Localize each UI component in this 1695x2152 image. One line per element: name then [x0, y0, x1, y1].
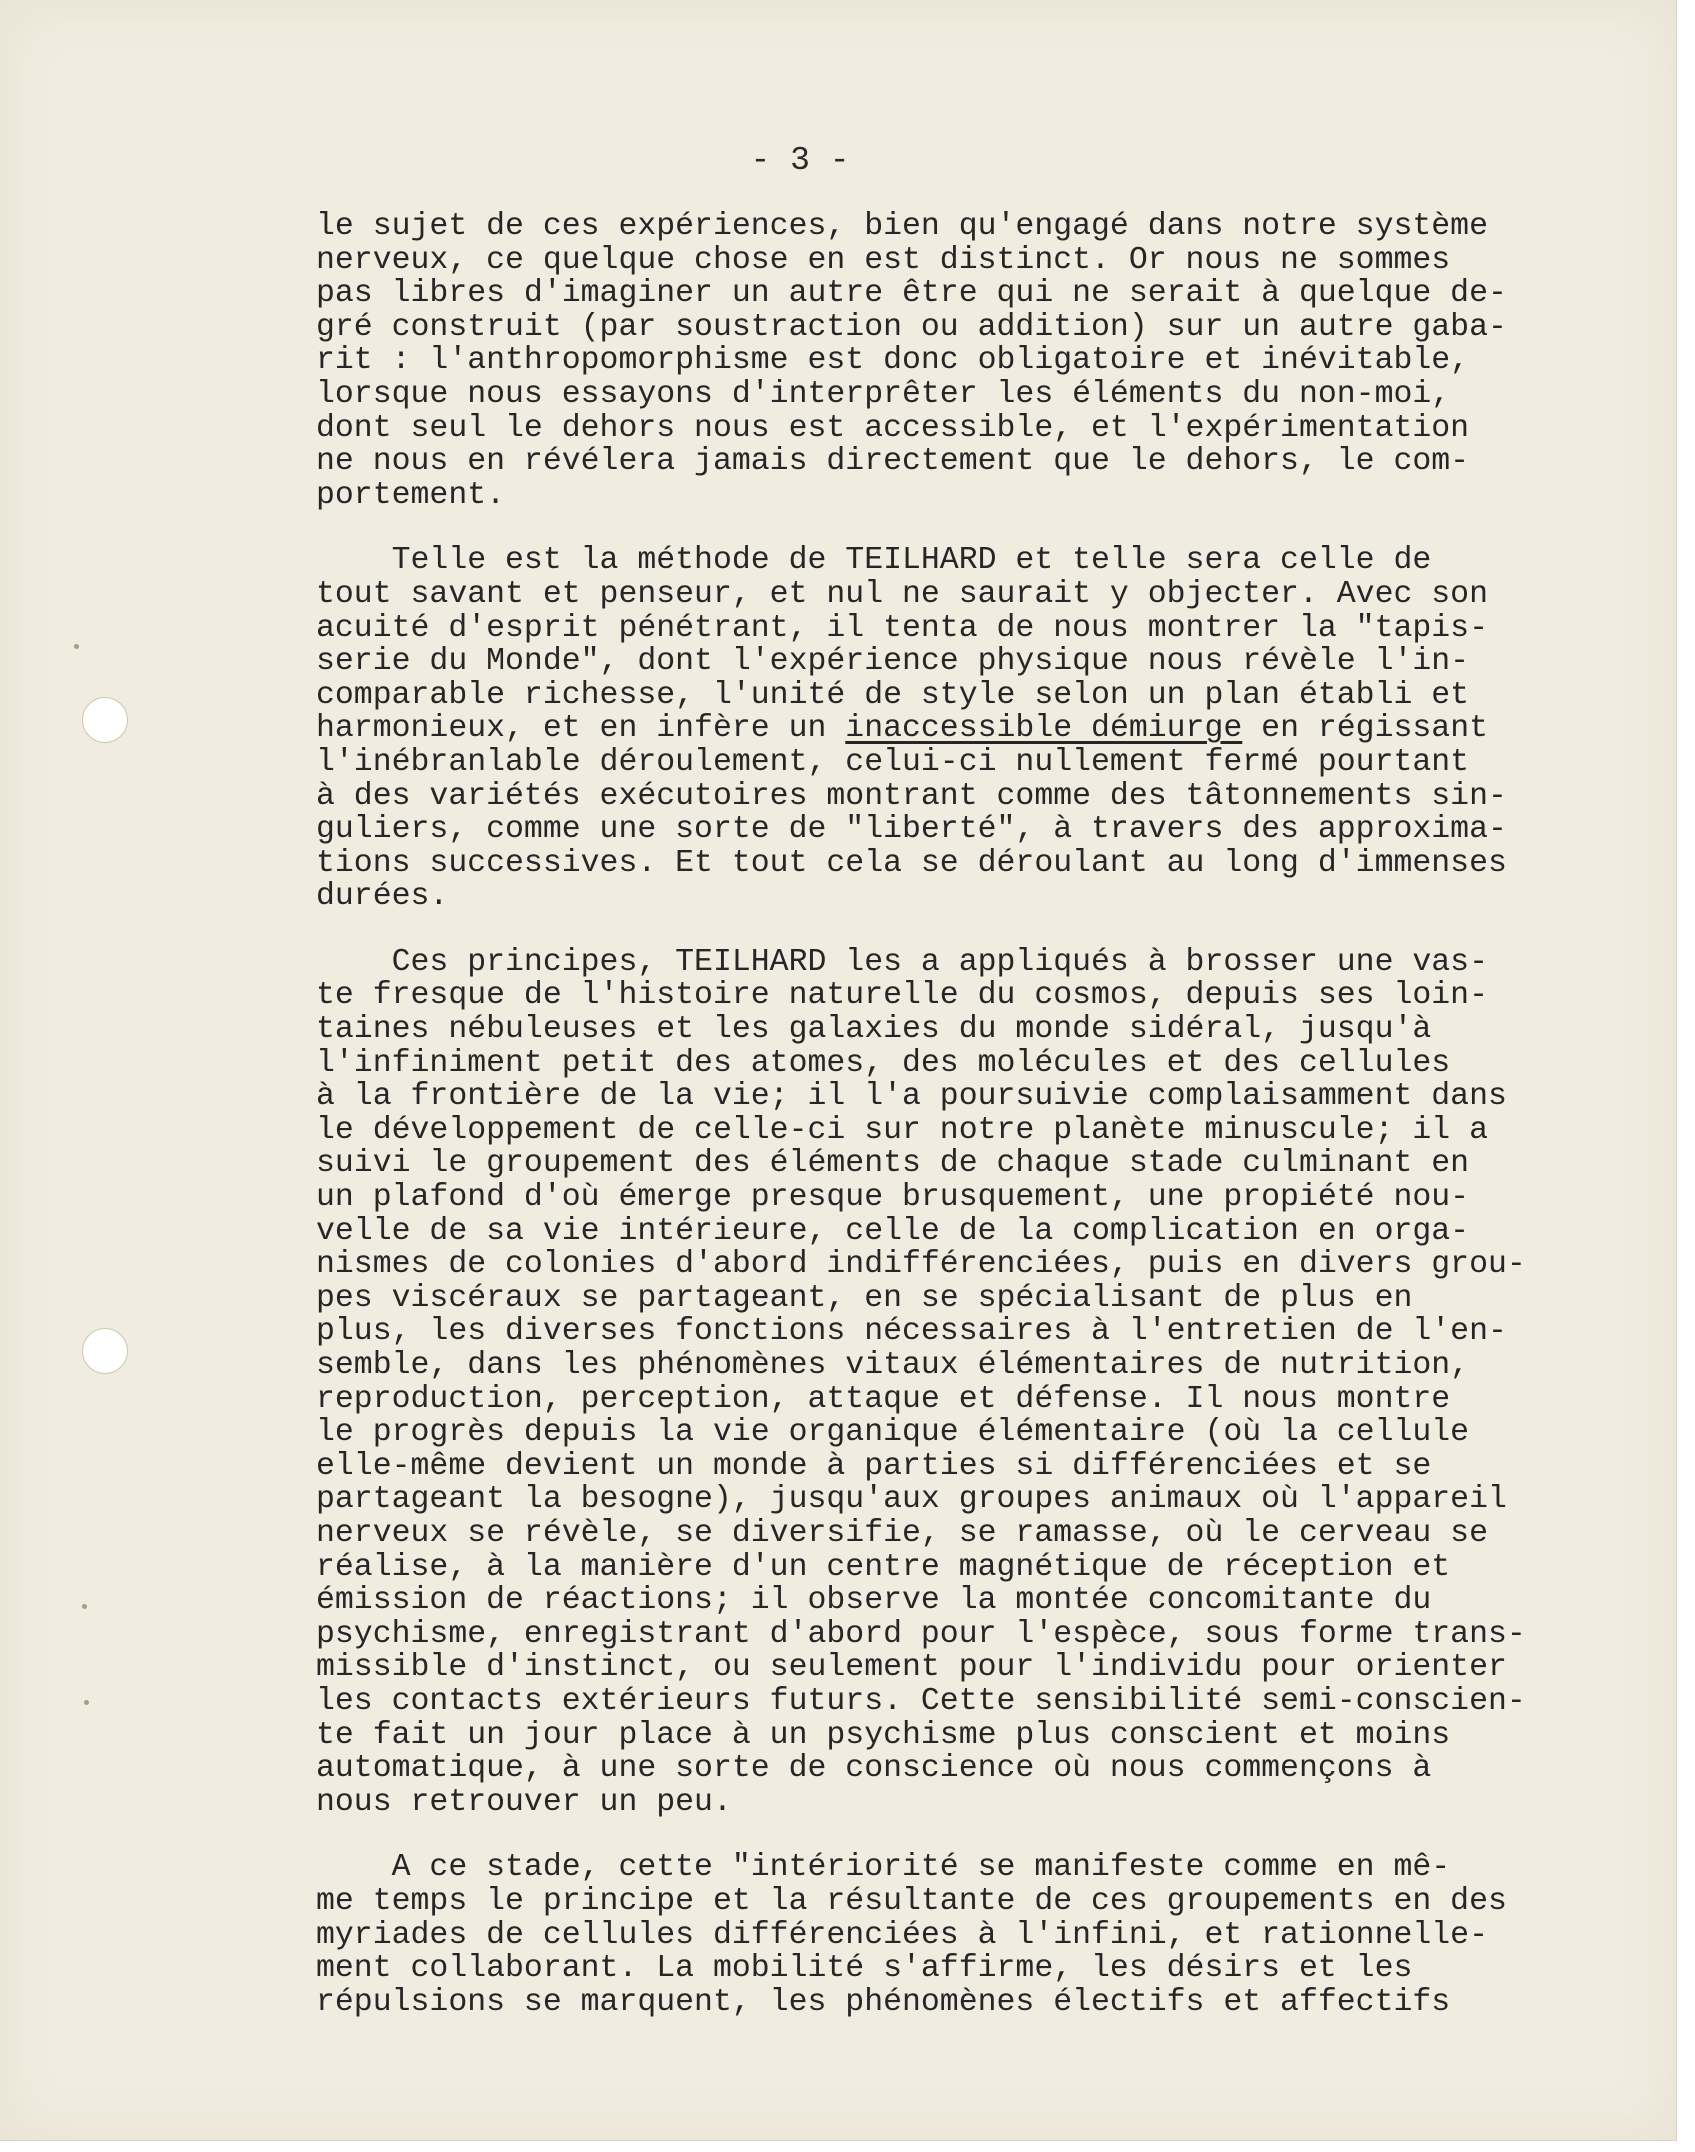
text-line: durées. — [316, 879, 449, 915]
text-line: le progrès depuis la vie organique élémentaire (où la cellule — [316, 1415, 1470, 1451]
text-line: partageant la besogne), jusqu'aux groupes animaux où l'appareil — [316, 1482, 1507, 1518]
text-line: guliers, comme une sorte de "liberté", à travers des approxima- — [316, 812, 1507, 848]
text-line: le sujet de ces expériences, bien qu'engagé dans notre système — [316, 209, 1488, 244]
text-line: les contacts extérieurs futurs. Cette sensibilité semi-conscien- — [316, 1683, 1526, 1719]
underlined-phrase: inaccessible démiurge — [845, 711, 1243, 747]
paper-speck — [82, 1604, 87, 1609]
paragraph-3 — [316, 946, 1606, 1819]
text-line: te fresque de l'histoire naturelle du cosmos, depuis ses loin- — [316, 978, 1488, 1014]
text-line: te fait un jour place à un psychisme plus conscient et moins — [316, 1717, 1451, 1753]
text-line: serie du Monde", dont l'expérience physique nous révèle l'in- — [316, 644, 1470, 680]
paragraph-1 — [316, 210, 1606, 512]
text-line: pas libres d'imaginer un autre être qui ne serait à quelque de- — [316, 276, 1507, 312]
text-line: lorsque nous essayons d'interprêter les éléments du non-moi, — [316, 376, 1451, 412]
paragraph-2 — [316, 544, 1606, 914]
text-line: missible d'instinct, ou seulement pour l'individu pour orienter — [316, 1650, 1507, 1686]
text-line: le développement de celle-ci sur notre planète minuscule; il a — [316, 1112, 1488, 1148]
text-line: nous retrouver un peu. — [316, 1784, 732, 1820]
text-line: tions successives. Et tout cela se déroulant au long d'immenses — [316, 845, 1507, 881]
text-segment: harmonieux, et en infère un — [316, 711, 846, 747]
text-line: suivi le groupement des éléments de chaque stade culminant en — [316, 1146, 1470, 1182]
text-line: acuité d'esprit pénétrant, il tenta de nous montrer la "tapis- — [316, 610, 1488, 646]
text-line: nerveux, ce quelque chose en est distinct. Or nous ne sommes — [316, 242, 1451, 278]
text-line: dont seul le dehors nous est accessible, et l'expérimentation — [316, 410, 1470, 446]
text-line: plus, les diverses fonctions nécessaires à l'entretien de l'en- — [316, 1314, 1507, 1350]
text-line: me temps le principe et la résultante de ces groupements en des — [316, 1883, 1507, 1919]
text-line: A ce stade, cette "intériorité se manifeste comme en mê- — [316, 1850, 1451, 1886]
text-line: à des variétés exécutoires montrant comme des tâtonnements sin- — [316, 778, 1507, 814]
text-line: Ces principes, TEILHARD les a appliqués à brosser une vas- — [316, 944, 1488, 980]
text-line: l'inébranlable déroulement, celui-ci nullement fermé pourtant — [316, 744, 1470, 780]
text-line: un plafond d'où émerge presque brusquement, une propiété nou- — [316, 1180, 1470, 1216]
paragraph-4 — [316, 1851, 1606, 2019]
text-line: semble, dans les phénomènes vitaux élémentaires de nutrition, — [316, 1348, 1470, 1383]
text-line: psychisme, enregistrant d'abord pour l'espèce, sous forme trans- — [316, 1616, 1526, 1652]
text-line: velle de sa vie intérieure, celle de la complication en orga- — [316, 1213, 1470, 1249]
text-line: reproduction, perception, attaque et défense. Il nous montre — [316, 1381, 1451, 1417]
paper-speck — [84, 1700, 89, 1705]
text-line: répulsions se marquent, les phénomènes électifs et affectifs — [316, 1984, 1451, 2020]
text-line: portement. — [316, 477, 506, 513]
text-line: à la frontière de la vie; il l'a poursuivie complaisamment dans — [316, 1079, 1507, 1115]
text-line: nerveux se révèle, se diversifie, se ramasse, où le cerveau se — [316, 1515, 1488, 1551]
text-line: réalise, à la manière d'un centre magnétique de réception et — [316, 1549, 1451, 1585]
text-line: elle-même devient un monde à parties si différenciées et se — [316, 1448, 1432, 1484]
text-line: myriades de cellules différenciées à l'infini, et rationnelle- — [316, 1917, 1488, 1953]
text-line: nismes de colonies d'abord indifférenciées, puis en divers grou- — [316, 1247, 1526, 1283]
punch-hole — [82, 697, 128, 743]
text-line: ne nous en révélera jamais directement que le dehors, le com- — [316, 444, 1470, 480]
text-line: taines nébuleuses et les galaxies du monde sidéral, jusqu'à — [316, 1012, 1432, 1048]
paper-speck — [74, 644, 79, 649]
page-number: - 3 - — [750, 142, 850, 179]
text-line: comparable richesse, l'unité de style selon un plan établi et — [316, 677, 1470, 713]
text-segment: en régissant — [1242, 711, 1489, 747]
text-line: ment collaborant. La mobilité s'affirme, les désirs et les — [316, 1951, 1413, 1987]
punch-hole — [82, 1328, 128, 1374]
text-line: émission de réactions; il observe la montée concomitante du — [316, 1583, 1432, 1619]
text-line: Telle est la méthode de TEILHARD et telle sera celle de — [316, 543, 1432, 579]
text-line-with-underline — [316, 712, 1606, 746]
body-text — [316, 210, 1606, 2019]
text-line: automatique, à une sorte de conscience où nous commençons à — [316, 1751, 1432, 1787]
text-line: gré construit (par soustraction ou addition) sur un autre gaba- — [316, 309, 1507, 345]
text-line: tout savant et penseur, et nul ne saurait y objecter. Avec son — [316, 576, 1488, 612]
text-line: rit : l'anthropomorphisme est donc obligatoire et inévitable, — [316, 343, 1470, 379]
text-line: l'infiniment petit des atomes, des molécules et des cellules — [316, 1045, 1451, 1081]
text-line: pes viscéraux se partageant, en se spécialisant de plus en — [316, 1280, 1413, 1316]
